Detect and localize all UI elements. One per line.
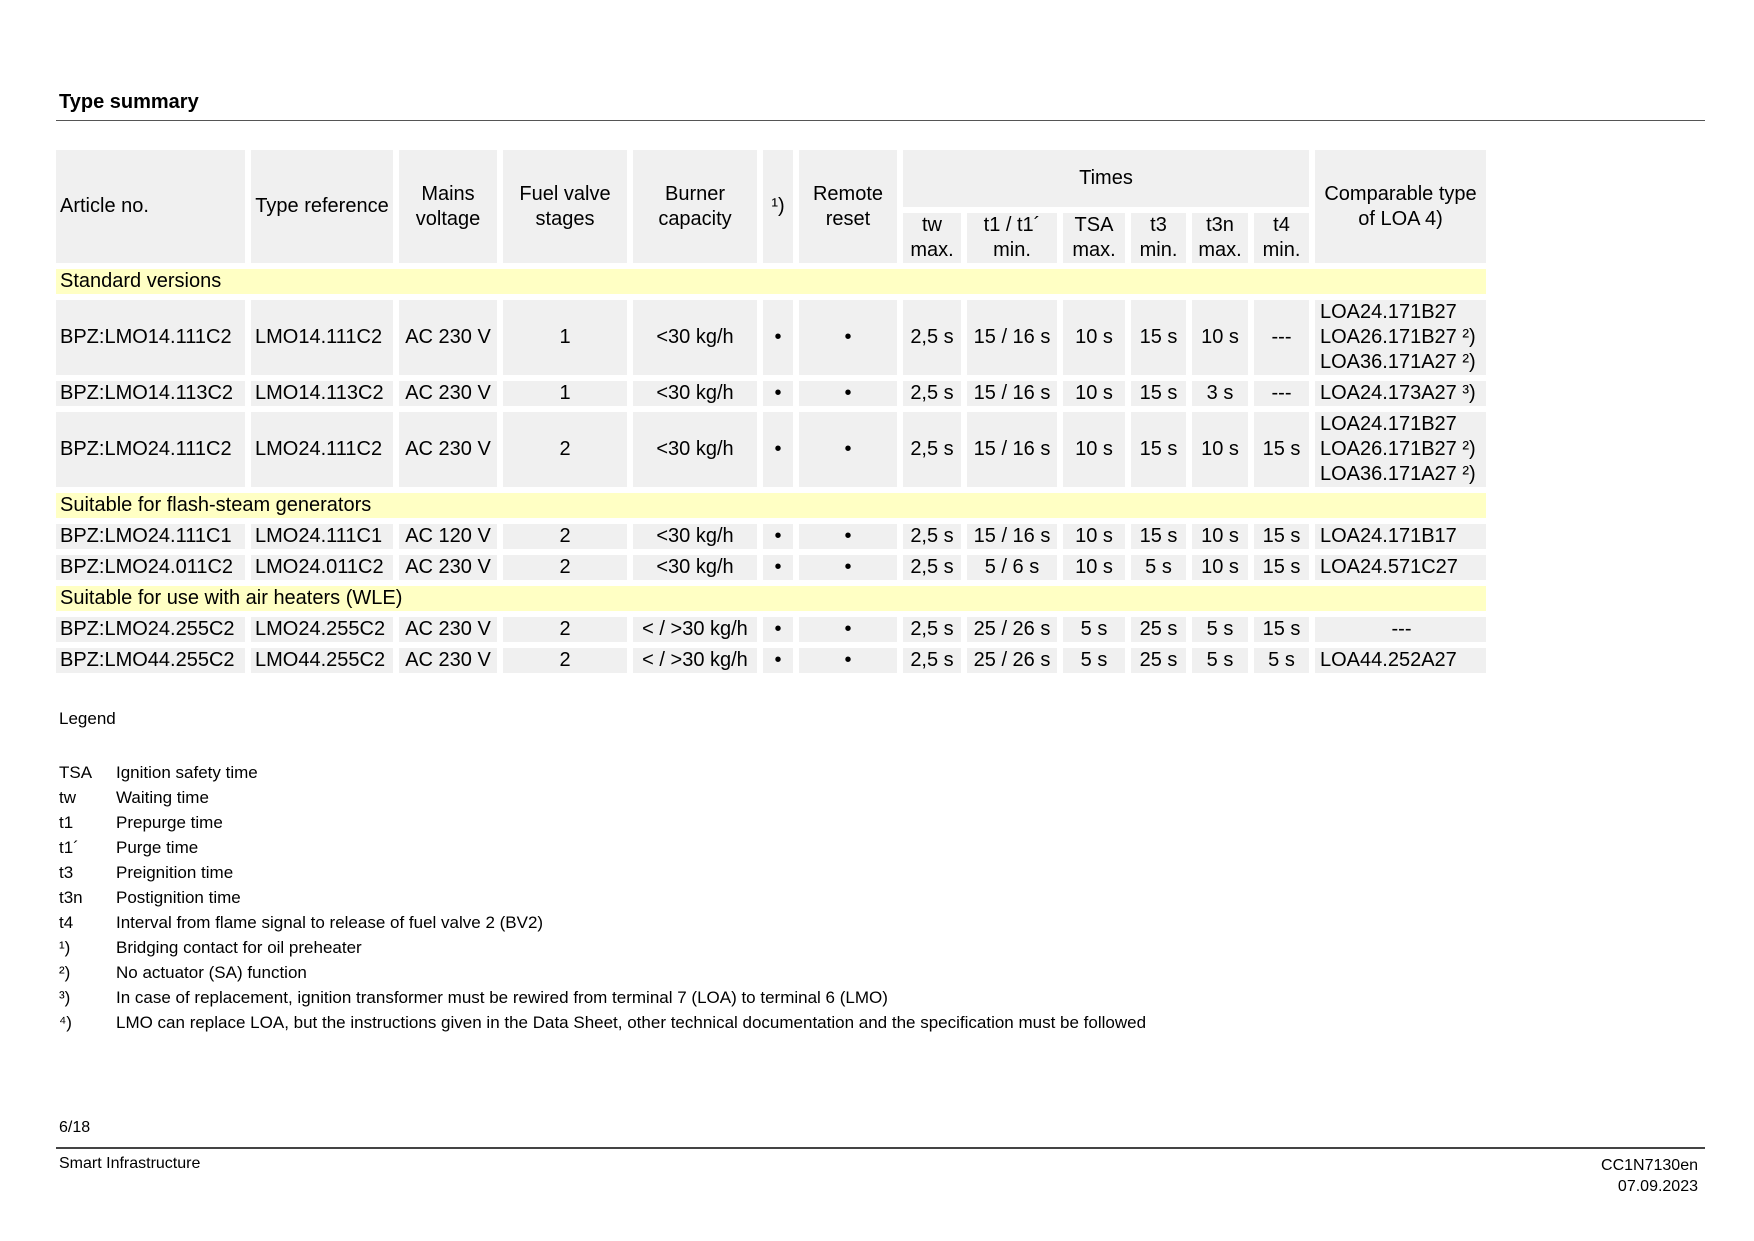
legend-text: Ignition safety time — [116, 763, 258, 782]
legend-key: TSA — [59, 763, 93, 782]
legend-item — [59, 760, 1146, 785]
header-tsa: TSA max. — [1063, 213, 1125, 263]
header-t3: t3 min. — [1131, 213, 1186, 263]
cell-t3n: 10 s — [1192, 524, 1248, 549]
cell-reset: • — [799, 381, 897, 406]
cell-t3: 5 s — [1131, 555, 1186, 580]
footer-doc-info — [1601, 1155, 1698, 1197]
cell-reset: • — [799, 412, 897, 487]
cell-t1: 25 / 26 s — [967, 617, 1057, 642]
table-row — [56, 300, 1486, 375]
cell-type: LMO24.011C2 — [251, 555, 393, 580]
cell-t1: 25 / 26 s — [967, 648, 1057, 673]
footer-date: 07.09.2023 — [1617, 1178, 1698, 1195]
cell-voltage: AC 230 V — [399, 648, 497, 673]
cell-t4: 15 s — [1254, 617, 1309, 642]
cell-tsa: 10 s — [1063, 300, 1125, 375]
cell-t3: 25 s — [1131, 617, 1186, 642]
cell-t1: 15 / 16 s — [967, 300, 1057, 375]
legend-title: Legend — [59, 709, 116, 728]
cell-stages: 2 — [503, 412, 627, 487]
group-row — [56, 493, 1486, 518]
cell-t1: 15 / 16 s — [967, 412, 1057, 487]
cell-tw: 2,5 s — [903, 617, 961, 642]
cell-type: LMO14.113C2 — [251, 381, 393, 406]
cell-f1: • — [763, 555, 793, 580]
header-footnote-1: ¹) — [763, 150, 793, 263]
group-label: Standard versions — [56, 269, 1486, 294]
footer-doc-id: CC1N7130en — [1601, 1157, 1698, 1174]
cell-voltage: AC 120 V — [399, 524, 497, 549]
legend-item — [59, 1010, 1146, 1035]
cell-voltage: AC 230 V — [399, 300, 497, 375]
cell-tsa: 5 s — [1063, 617, 1125, 642]
cell-t1: 15 / 16 s — [967, 524, 1057, 549]
cell-comparable — [1315, 381, 1486, 406]
cell-type: LMO24.111C1 — [251, 524, 393, 549]
cell-t4: 15 s — [1254, 524, 1309, 549]
header-tw: tw max. — [903, 213, 961, 263]
cell-f1: • — [763, 300, 793, 375]
table-row — [56, 648, 1486, 673]
legend-key: t4 — [59, 913, 74, 932]
comparable-type: LOA24.171B17 — [1320, 525, 1457, 547]
cell-article: BPZ:LMO24.255C2 — [56, 617, 245, 642]
legend-text: Prepurge time — [116, 813, 223, 832]
table-row — [56, 555, 1486, 580]
legend-item — [59, 785, 1146, 810]
legend-text: LMO can replace LOA, but the instructions given in the Data Sheet, other technical documentation and the specification must be followed — [116, 1013, 1147, 1032]
group-row — [56, 586, 1486, 611]
cell-article: BPZ:LMO14.111C2 — [56, 300, 245, 375]
cell-article: BPZ:LMO24.111C2 — [56, 412, 245, 487]
cell-reset: • — [799, 300, 897, 375]
legend-list — [59, 760, 1146, 1035]
cell-comparable — [1315, 648, 1486, 673]
header-t3n: t3n max. — [1192, 213, 1248, 263]
legend-key: tw — [59, 788, 76, 807]
cell-voltage: AC 230 V — [399, 555, 497, 580]
cell-article: BPZ:LMO14.113C2 — [56, 381, 245, 406]
cell-t1: 5 / 6 s — [967, 555, 1057, 580]
cell-comparable — [1315, 555, 1486, 580]
cell-t4: --- — [1254, 381, 1309, 406]
legend-text: Bridging contact for oil preheater — [116, 938, 362, 957]
cell-comparable — [1315, 300, 1486, 375]
comparable-type: LOA36.171A27 ²) — [1320, 463, 1476, 485]
header-burner-capacity: Burner capacity — [633, 150, 757, 263]
cell-article: BPZ:LMO24.111C1 — [56, 524, 245, 549]
cell-f1: • — [763, 412, 793, 487]
header-type-reference: Type reference — [251, 150, 393, 263]
legend-item — [59, 960, 1146, 985]
comparable-type: LOA24.171B27 — [1320, 301, 1457, 323]
comparable-type: LOA26.171B27 ²) — [1320, 438, 1476, 460]
cell-t3: 15 s — [1131, 524, 1186, 549]
cell-tw: 2,5 s — [903, 524, 961, 549]
cell-stages: 2 — [503, 524, 627, 549]
table-row — [56, 617, 1486, 642]
table-row — [56, 381, 1486, 406]
cell-tsa: 5 s — [1063, 648, 1125, 673]
cell-f1: • — [763, 524, 793, 549]
cell-reset: • — [799, 524, 897, 549]
comparable-type: LOA26.171B27 ²) — [1320, 326, 1476, 348]
legend-key: ¹) — [59, 938, 71, 957]
cell-voltage: AC 230 V — [399, 617, 497, 642]
page-number: 6/18 — [59, 1119, 91, 1136]
cell-t1: 15 / 16 s — [967, 381, 1057, 406]
comparable-type: LOA36.171A27 ²) — [1320, 351, 1476, 373]
cell-capacity: <30 kg/h — [633, 300, 757, 375]
cell-article: BPZ:LMO44.255C2 — [56, 648, 245, 673]
legend-key: ²) — [59, 963, 71, 982]
cell-capacity: <30 kg/h — [633, 555, 757, 580]
header-article-no: Article no. — [56, 150, 245, 263]
cell-voltage: AC 230 V — [399, 381, 497, 406]
header-comparable-type: Comparable type of LOA 4) — [1315, 150, 1486, 263]
legend-text: No actuator (SA) function — [116, 963, 307, 982]
cell-stages: 2 — [503, 555, 627, 580]
type-summary-table — [50, 144, 1492, 679]
cell-tsa: 10 s — [1063, 555, 1125, 580]
legend-key: t3n — [59, 888, 83, 907]
cell-f1: • — [763, 381, 793, 406]
header-t4: t4 min. — [1254, 213, 1309, 263]
cell-type: LMO24.255C2 — [251, 617, 393, 642]
legend-text: In case of replacement, ignition transformer must be rewired from terminal 7 (LOA) to terminal 6 (LMO) — [116, 988, 888, 1007]
header-t1: t1 / t1´ min. — [967, 213, 1057, 263]
legend-key: t1 — [59, 813, 74, 832]
legend-item — [59, 985, 1146, 1010]
cell-tsa: 10 s — [1063, 412, 1125, 487]
cell-t3n: 5 s — [1192, 648, 1248, 673]
cell-tsa: 10 s — [1063, 381, 1125, 406]
comparable-type: --- — [1391, 618, 1412, 640]
cell-t3n: 10 s — [1192, 300, 1248, 375]
cell-tw: 2,5 s — [903, 648, 961, 673]
legend-item — [59, 910, 1146, 935]
header-row — [56, 150, 1486, 207]
group-row — [56, 269, 1486, 294]
cell-reset: • — [799, 555, 897, 580]
comparable-type: LOA24.171B27 — [1320, 413, 1457, 435]
cell-type: LMO24.111C2 — [251, 412, 393, 487]
page-title: Type summary — [59, 91, 199, 113]
comparable-type: LOA24.571C27 — [1320, 556, 1458, 578]
cell-capacity: <30 kg/h — [633, 524, 757, 549]
group-label: Suitable for use with air heaters (WLE) — [56, 586, 1486, 611]
header-mains-voltage: Mains voltage — [399, 150, 497, 263]
legend-text: Postignition time — [116, 888, 241, 907]
cell-t4: 5 s — [1254, 648, 1309, 673]
cell-t3: 15 s — [1131, 300, 1186, 375]
cell-tw: 2,5 s — [903, 381, 961, 406]
legend-item — [59, 885, 1146, 910]
header-remote-reset: Remote reset — [799, 150, 897, 263]
cell-t3n: 3 s — [1192, 381, 1248, 406]
cell-type: LMO14.111C2 — [251, 300, 393, 375]
legend-item — [59, 835, 1146, 860]
cell-tw: 2,5 s — [903, 555, 961, 580]
cell-capacity: < / >30 kg/h — [633, 617, 757, 642]
legend-text: Purge time — [116, 838, 199, 857]
cell-f1: • — [763, 648, 793, 673]
cell-reset: • — [799, 648, 897, 673]
cell-t3n: 10 s — [1192, 555, 1248, 580]
comparable-type: LOA24.173A27 ³) — [1320, 382, 1476, 404]
legend-key: ⁴) — [59, 1013, 72, 1032]
cell-t3n: 10 s — [1192, 412, 1248, 487]
cell-article: BPZ:LMO24.011C2 — [56, 555, 245, 580]
cell-stages: 2 — [503, 648, 627, 673]
title-divider — [56, 120, 1705, 121]
legend-key: t1´ — [59, 838, 79, 857]
cell-reset: • — [799, 617, 897, 642]
table-row — [56, 524, 1486, 549]
footer-company: Smart Infrastructure — [59, 1155, 201, 1172]
cell-t4: 15 s — [1254, 555, 1309, 580]
cell-t3: 15 s — [1131, 381, 1186, 406]
cell-tsa: 10 s — [1063, 524, 1125, 549]
cell-voltage: AC 230 V — [399, 412, 497, 487]
cell-f1: • — [763, 617, 793, 642]
cell-tw: 2,5 s — [903, 300, 961, 375]
cell-type: LMO44.255C2 — [251, 648, 393, 673]
cell-stages: 1 — [503, 381, 627, 406]
cell-tw: 2,5 s — [903, 412, 961, 487]
legend-text: Waiting time — [116, 788, 209, 807]
header-fuel-valve-stages: Fuel valve stages — [503, 150, 627, 263]
cell-t4: 15 s — [1254, 412, 1309, 487]
legend-key: ³) — [59, 988, 71, 1007]
cell-comparable — [1315, 412, 1486, 487]
group-label: Suitable for flash-steam generators — [56, 493, 1486, 518]
cell-t3: 25 s — [1131, 648, 1186, 673]
legend-item — [59, 810, 1146, 835]
cell-capacity: <30 kg/h — [633, 412, 757, 487]
cell-t3: 15 s — [1131, 412, 1186, 487]
legend-text: Preignition time — [116, 863, 234, 882]
header-times: Times — [903, 150, 1309, 207]
legend-item — [59, 860, 1146, 885]
cell-capacity: < / >30 kg/h — [633, 648, 757, 673]
footer-divider — [56, 1147, 1705, 1149]
legend-text: Interval from flame signal to release of fuel valve 2 (BV2) — [116, 913, 544, 932]
legend-item — [59, 935, 1146, 960]
cell-comparable — [1315, 524, 1486, 549]
cell-capacity: <30 kg/h — [633, 381, 757, 406]
cell-t4: --- — [1254, 300, 1309, 375]
table-row — [56, 412, 1486, 487]
cell-t3n: 5 s — [1192, 617, 1248, 642]
comparable-type: LOA44.252A27 — [1320, 649, 1457, 671]
cell-comparable — [1315, 617, 1486, 642]
cell-stages: 1 — [503, 300, 627, 375]
cell-stages: 2 — [503, 617, 627, 642]
legend-key: t3 — [59, 863, 74, 882]
